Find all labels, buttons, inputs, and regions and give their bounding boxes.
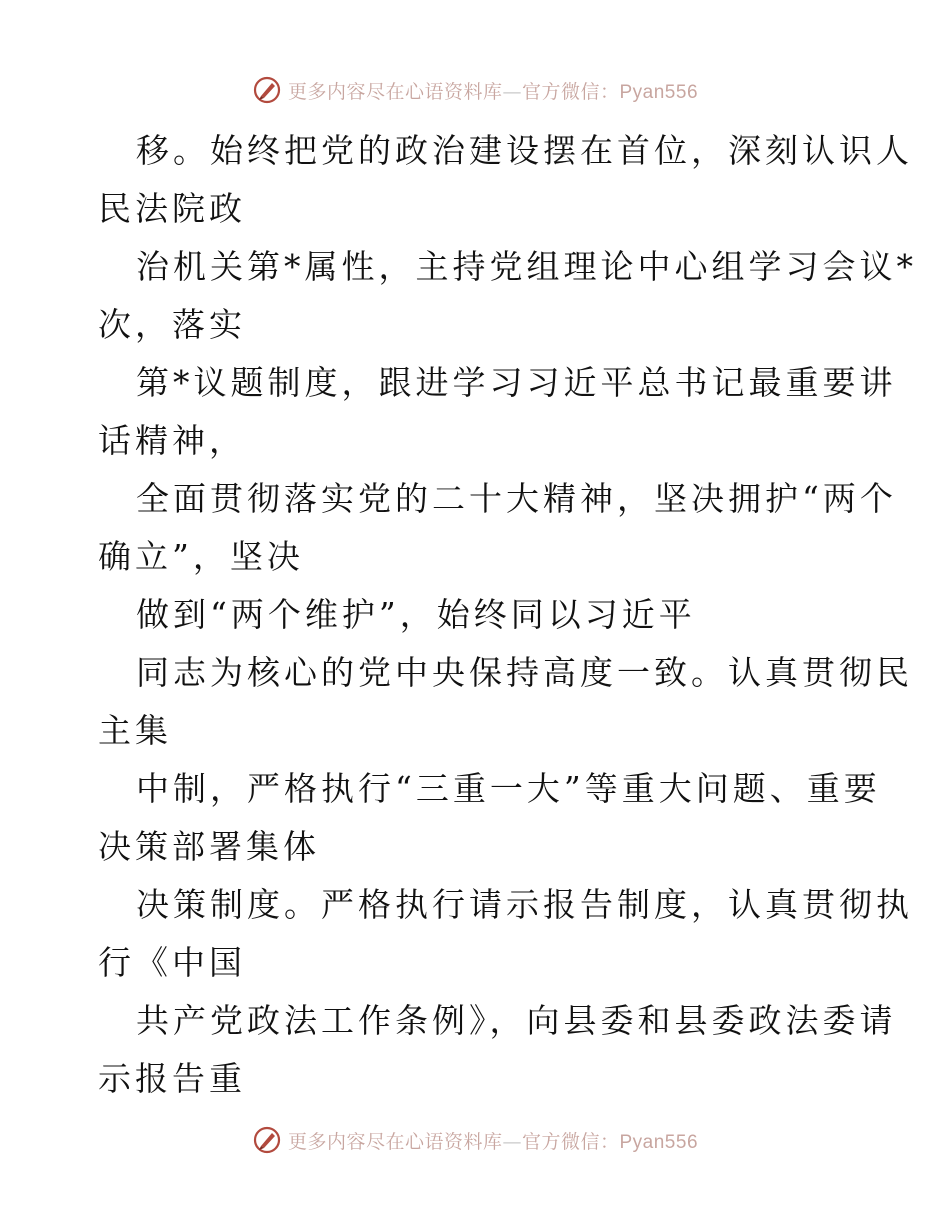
watermark-wechat-label: 官方微信： <box>521 1130 620 1153</box>
text-line: 主集 <box>98 711 172 750</box>
watermark-separator: — <box>502 80 522 103</box>
text-line: 全面贯彻落实党的二十大精神，坚决拥护“两个 <box>136 479 897 518</box>
footer-watermark <box>0 1120 950 1160</box>
document-body <box>98 122 917 1108</box>
text-line: 决策制度。严格执行请示报告制度，认真贯彻执 <box>136 885 913 924</box>
text-line: 第*议题制度，跟进学习习近平总书记最重要讲 <box>136 363 897 402</box>
text-line: 话精神， <box>98 421 246 460</box>
watermark-wechat-id: Pyan556 <box>619 81 699 103</box>
header-watermark <box>0 70 950 110</box>
watermark-separator: — <box>502 1130 522 1153</box>
text-line: 同志为核心的党中央保持高度一致。认真贯彻民 <box>136 653 913 692</box>
watermark-wechat-id: Pyan556 <box>619 1131 699 1153</box>
text-line: 做到“两个维护”，始终同以习近平 <box>136 595 696 634</box>
text-line: 治机关第*属性，主持党组理论中心组学习会议* <box>136 247 917 286</box>
text-line: 中制，严格执行“三重一大”等重大问题、重要 <box>136 769 881 808</box>
watermark-text <box>288 1127 698 1154</box>
text-line: 民法院政 <box>98 189 246 228</box>
pen-logo-icon <box>252 75 282 105</box>
watermark-site-text: 更多内容尽在心语资料库 <box>287 80 503 103</box>
text-line: 示报告重 <box>98 1059 246 1098</box>
text-line: 行《中国 <box>98 943 246 982</box>
text-line: 决策部署集体 <box>98 827 320 866</box>
watermark-site-text: 更多内容尽在心语资料库 <box>287 1130 503 1153</box>
watermark-wechat-label: 官方微信： <box>521 80 620 103</box>
text-line: 移。始终把党的政治建设摆在首位，深刻认识人 <box>136 131 913 170</box>
text-line: 确立”，坚决 <box>98 537 304 576</box>
text-line: 共产党政法工作条例》，向县委和县委政法委请 <box>136 1001 897 1040</box>
pen-logo-icon <box>252 1125 282 1155</box>
watermark-text <box>288 77 698 104</box>
text-line: 次，落实 <box>98 305 246 344</box>
